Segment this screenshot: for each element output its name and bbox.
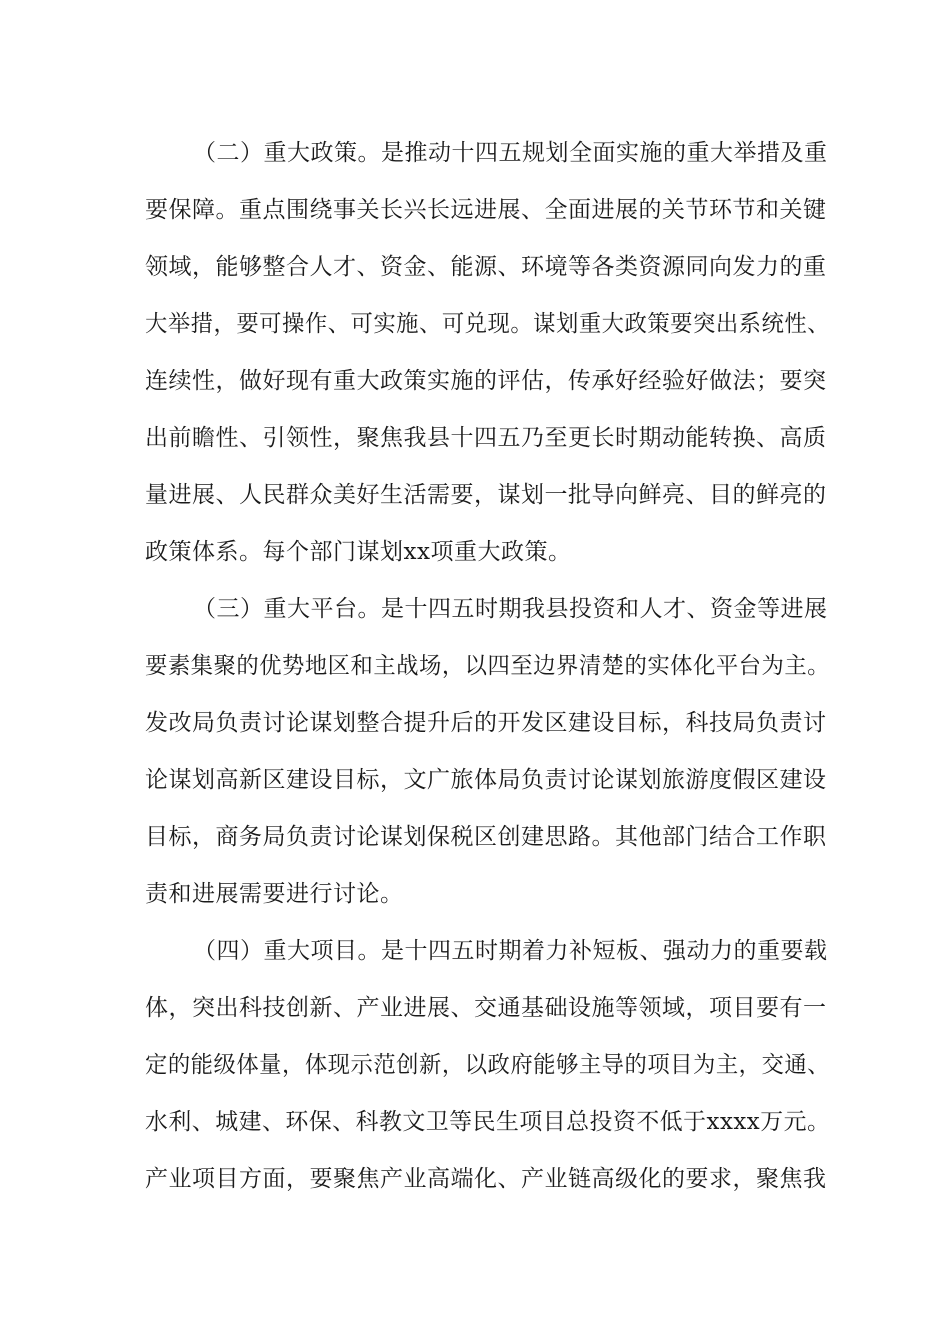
paragraph-3-line-4: 论谋划高新区建设目标，文广旅体局负责讨论谋划旅游度假区建设 xyxy=(145,767,827,793)
paragraph-2-line-5: 连续性，做好现有重大政策实施的评估，传承好经验好做法；要突 xyxy=(145,368,827,394)
paragraph-4-line-3: 定的能级体量，体现示范创新，以政府能够主导的项目为主，交通、 xyxy=(145,1052,830,1078)
paragraph-4-line-4: 水利、城建、环保、科教文卫等民生项目总投资不低于xxxx万元。 xyxy=(145,1109,831,1135)
paragraph-2-line-4: 大举措，要可操作、可实施、可兑现。谋划重大政策要突出系统性、 xyxy=(145,311,830,337)
paragraph-2-line-2: 要保障。重点围绕事关长兴长远进展、全面进展的关节环节和关键 xyxy=(145,197,827,223)
paragraph-4-line-1: （四）重大项目。是十四五时期着力补短板、强动力的重要载 xyxy=(193,938,828,964)
paragraph-3-line-6: 责和进展需要进行讨论。 xyxy=(145,881,404,907)
paragraph-3-line-2: 要素集聚的优势地区和主战场，以四至边界清楚的实体化平台为主。 xyxy=(145,653,830,679)
paragraph-3-line-1: （三）重大平台。是十四五时期我县投资和人才、资金等进展 xyxy=(193,596,828,622)
paragraph-4-line-5: 产业项目方面，要聚焦产业高端化、产业链高级化的要求，聚焦我 xyxy=(145,1166,827,1192)
paragraph-3-line-3: 发改局负责讨论谋划整合提升后的开发区建设目标，科技局负责讨 xyxy=(145,710,827,736)
paragraph-2-line-6: 出前瞻性、引领性，聚焦我县十四五乃至更长时期动能转换、高质 xyxy=(145,425,827,451)
paragraph-2-line-8: 政策体系。每个部门谋划xx项重大政策。 xyxy=(145,539,572,565)
paragraph-2-line-1: （二）重大政策。是推动十四五规划全面实施的重大举措及重 xyxy=(193,140,828,166)
paragraph-4-line-2: 体，突出科技创新、产业进展、交通基础设施等领域，项目要有一 xyxy=(145,995,827,1021)
paragraph-2-line-7: 量进展、人民群众美好生活需要，谋划一批导向鲜亮、目的鲜亮的 xyxy=(145,482,827,508)
paragraph-3-line-5: 目标，商务局负责讨论谋划保税区创建思路。其他部门结合工作职 xyxy=(145,824,827,850)
paragraph-2-line-3: 领域，能够整合人才、资金、能源、环境等各类资源同向发力的重 xyxy=(145,254,827,280)
